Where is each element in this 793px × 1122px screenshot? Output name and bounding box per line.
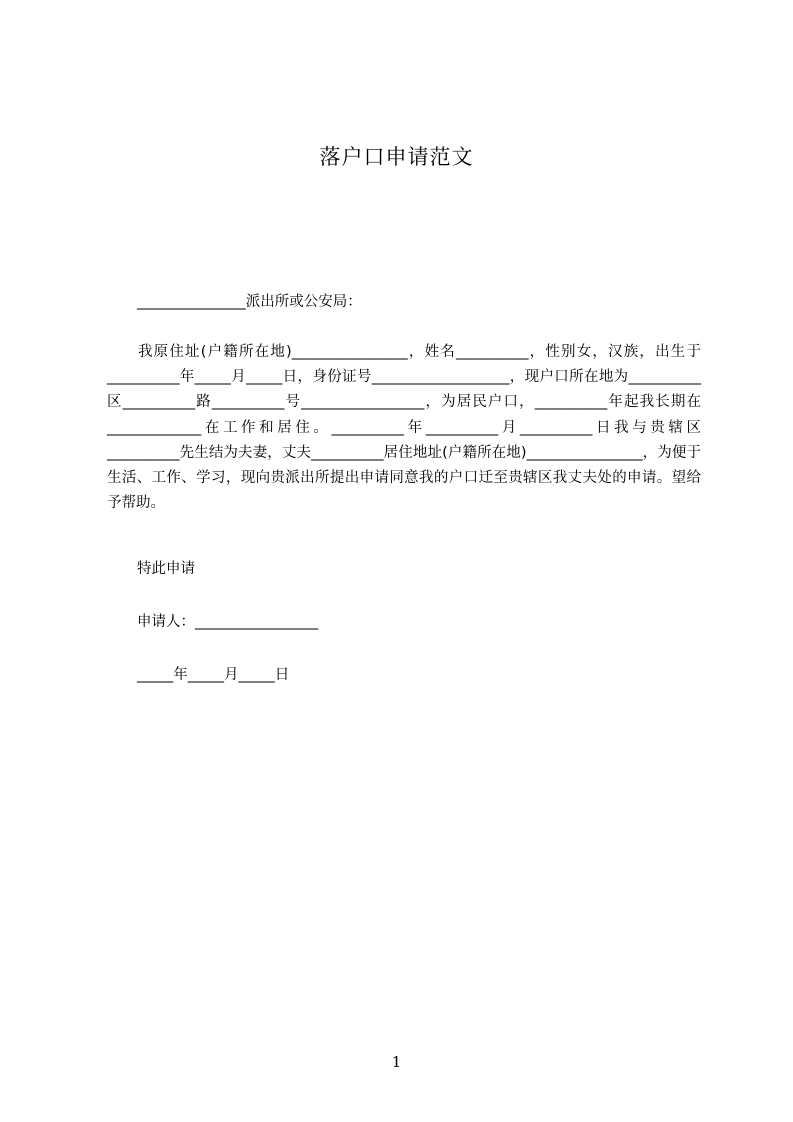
salutation-line: _______________派出所或公安局： — [137, 294, 362, 310]
body-paragraph: 我原住址(户籍所在地)________________，姓名__________，性别女，汉族，出生于__________年_____月_____日，身份证号___________________，现户口所在地为__________区__________路__________号_________________，为居民户口，__________年起我长期在_____________在工作和居住。__________年__________月__________日我与贵辖区__________先生结为夫妻，丈夫__________居住地址(户籍所在地)________________，为便于生活、工作、学习，现向贵派出所提出申请同意我的户口迁至贵辖区我丈夫处的申请。望给予帮助。 — [107, 344, 701, 512]
document-title: 落户口申请范文 — [319, 145, 474, 169]
closing-line: 特此申请 — [137, 561, 195, 577]
date-line: _____年_____月_____日 — [137, 667, 290, 683]
page-number: 1 — [391, 1053, 402, 1071]
applicant-line: 申请人：_________________ — [137, 614, 319, 630]
